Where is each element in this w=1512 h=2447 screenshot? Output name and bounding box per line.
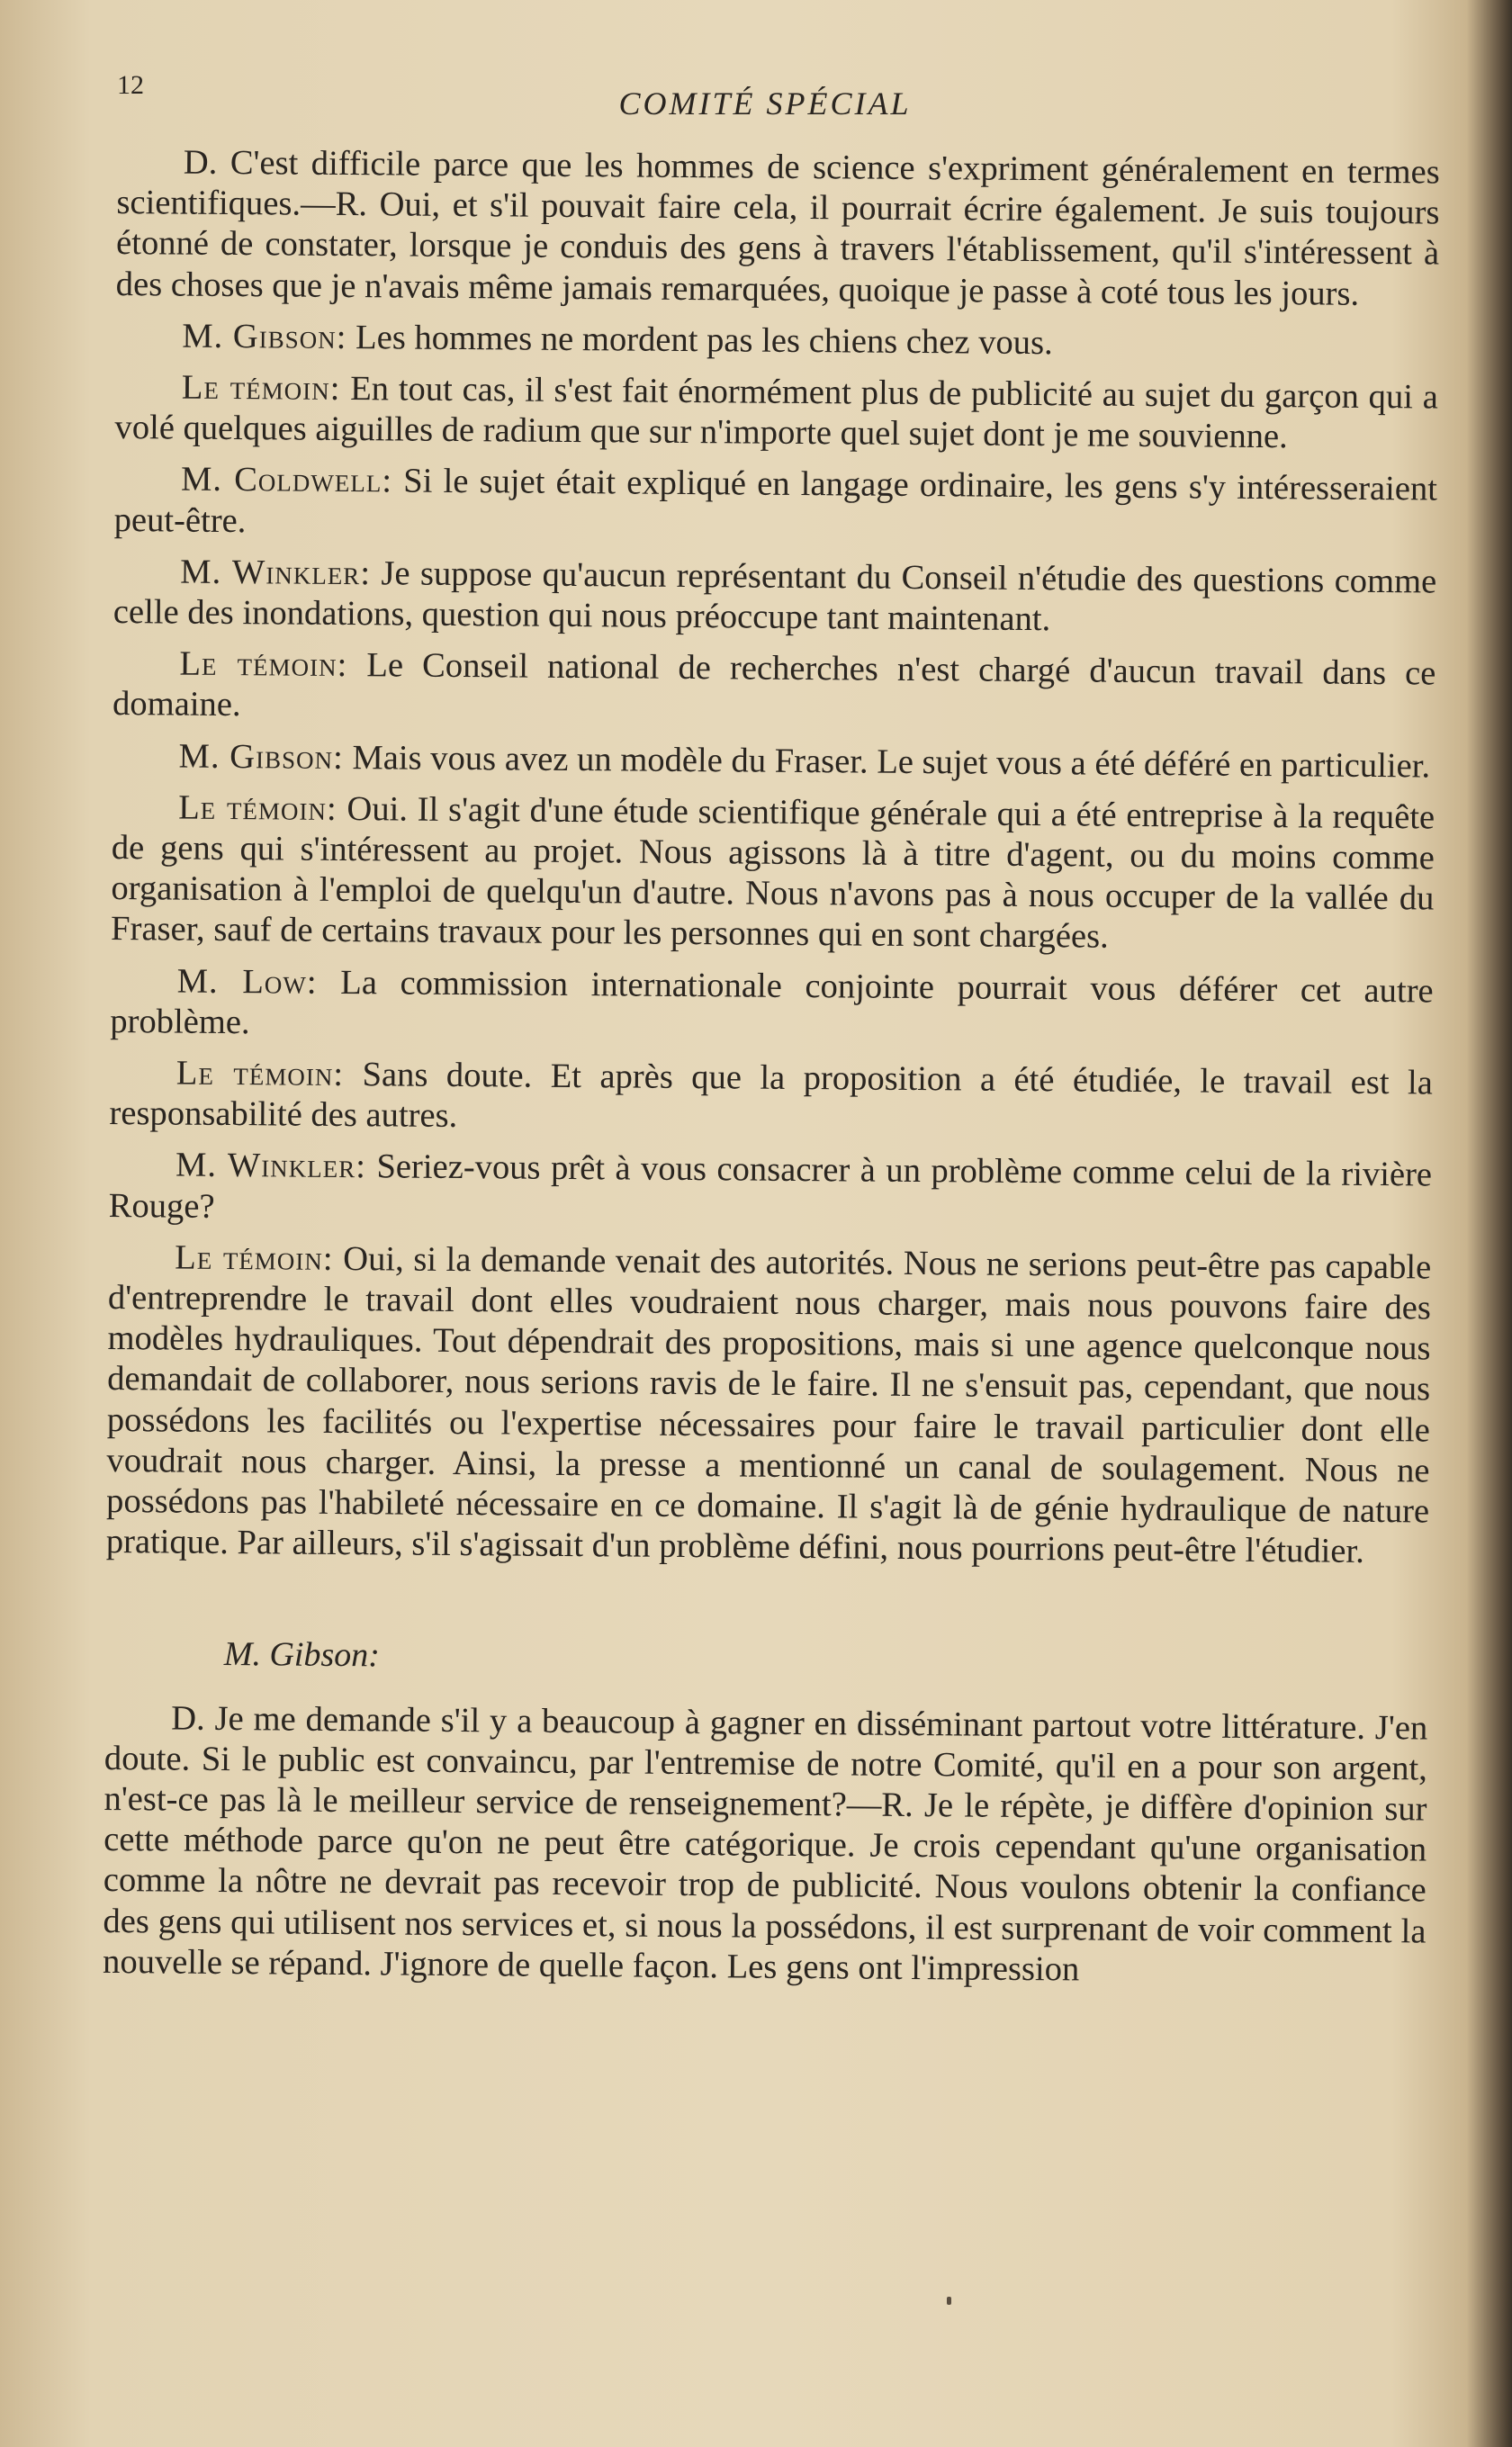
speaker-label: M. Low:: [176, 962, 318, 1002]
ink-speck: [947, 2297, 951, 2305]
paragraph: [116, 142, 1440, 315]
paragraph-text: Le Conseil national de recherches n'est chargé d'aucun travail dans ce domaine.: [112, 646, 1436, 724]
paragraph: [109, 1145, 1433, 1237]
running-head: COMITÉ SPÉCIAL: [618, 85, 912, 121]
speaker-label: Le témoin:: [176, 1054, 345, 1094]
paragraph-text: Les hommes ne mordent pas les chiens chez vous.: [355, 318, 1053, 362]
page-body: [103, 142, 1440, 2003]
paragraph-text: Si le sujet était expliqué en langage ordinaire, les gens s'y intéresseraient peut-être.: [113, 462, 1438, 540]
speaker-label: M. Coldwell:: [180, 460, 393, 500]
paragraph-text: D. C'est difficile parce que les hommes de science s'expriment généralement en termes scientifiques.—R. Oui, et s'il pouvait faire cela, il pourrait écrire également. Je suis toujours étonné de constater, lorsque je conduis des gens à travers l'établissement, qu'il s'intéressent à des choses que je n'avais même jamais remarquées, quoique je passe à coté tous les jours.: [115, 143, 1440, 313]
speaker-label: M. Winkler:: [180, 553, 372, 593]
speaker-label: Le témoin:: [179, 644, 348, 685]
paragraph: [106, 1237, 1432, 1573]
final-paragraph: [103, 1697, 1427, 1993]
paragraph-text: D. Je me demande s'il y a beaucoup à gagner en disséminant partout votre littérature. J'en doute. Si le public est convaincu, par l'entremise de notre Comité, qu'il en a pour son argent, n'est-ce pas là le meilleur service de renseignement?—R. Je le répète, je diffère d'opinion sur cette méthode parce qu'on ne peut être catégorique. Je crois cependant qu'une organisation comme la nôtre ne devrait pas recevoir trop de publicité. Nous voulons obtenir la confiance des gens qui utilisent nos services et, si nous la possédons, il est surprenant de voir comment la nouvelle se répand. J'ignore de quelle façon. Les gens ont l'impression: [102, 1699, 1428, 1989]
paragraph: [112, 643, 1436, 735]
section-heading: M. Gibson:: [223, 1634, 381, 1674]
paragraph-list: [106, 142, 1440, 1573]
paragraph: [115, 316, 1438, 367]
page-header: [117, 70, 1413, 124]
paragraph-text: En tout cas, il s'est fait énormément plus de publicité au sujet du garçon qui a volé quelques aiguilles de radium que sur n'importe quel sujet dont je me souvienne.: [114, 370, 1438, 456]
speaker-label: Le témoin:: [178, 788, 338, 828]
speaker-label: Le témoin:: [181, 368, 341, 408]
paragraph-text: Mais vous avez un modèle du Fraser. Le sujet vous a été déféré en particulier.: [352, 738, 1431, 786]
speaker-label: Le témoin:: [175, 1238, 334, 1278]
paragraph: [109, 1053, 1433, 1145]
paragraph-text: La commission internationale conjointe pourrait vous déférer cet autre problème.: [110, 963, 1434, 1042]
page-number: 12: [117, 70, 144, 100]
speaker-label: M. Gibson:: [178, 737, 344, 777]
paragraph: [113, 552, 1437, 643]
paragraph: [112, 736, 1435, 787]
paragraph-text: Oui, si la demande venait des autorités. Nous ne serions peut-être pas capable d'entreprendre le travail dont elles voudraient nous charger, mais nous pouvons faire des modèles hydrauliques. Tout dépendrait des propositions, mais si une agence quelconque nous demandait de collaborer, nous serions ravis de le faire. Il ne s'ensuit pas, cependant, que nous possédons les facilités ou l'expertise nécessaires pour faire le travail particulier dont elle voudrait nous charger. Ainsi, la presse a mentionné un canal de soulagement. Nous ne possédons pas l'habileté nécessaire en ce domaine. Il s'agit là de génie hydraulique de nature pratique. Par ailleurs, s'il s'agissait d'un problème défini, nous pourrions peut-être l'étudier.: [105, 1239, 1432, 1571]
paragraph: [114, 367, 1438, 459]
paragraph-text: Sans doute. Et après que la proposition a été étudiée, le travail est la responsabilité des autres.: [109, 1056, 1433, 1136]
paragraph: [111, 787, 1435, 960]
paragraph: [114, 459, 1438, 551]
speaker-label: M. Gibson:: [182, 317, 347, 356]
paragraph: [110, 961, 1434, 1053]
speaker-label: M. Winkler:: [175, 1147, 367, 1186]
paragraph-text: Seriez-vous prêt à vous consacrer à un problème comme celui de la rivière Rouge?: [108, 1147, 1433, 1226]
paragraph-text: Oui. Il s'agit d'une étude scientifique générale qui a été entreprise à la requête de gens qui s'intéressent au projet. Nous agissons là à titre d'agent, ou du moins comme organisation à l'emploi de quelqu'un d'autre. Nous n'avons pas à nous occuper de la vallée du Fraser, sauf de certains travaux pour les personnes qui en sont chargées.: [110, 789, 1436, 957]
paragraph-text: Je suppose qu'aucun représentant du Conseil n'étudie des questions comme celle des inondations, question qui nous préoccupe tant maintenant.: [112, 554, 1437, 639]
